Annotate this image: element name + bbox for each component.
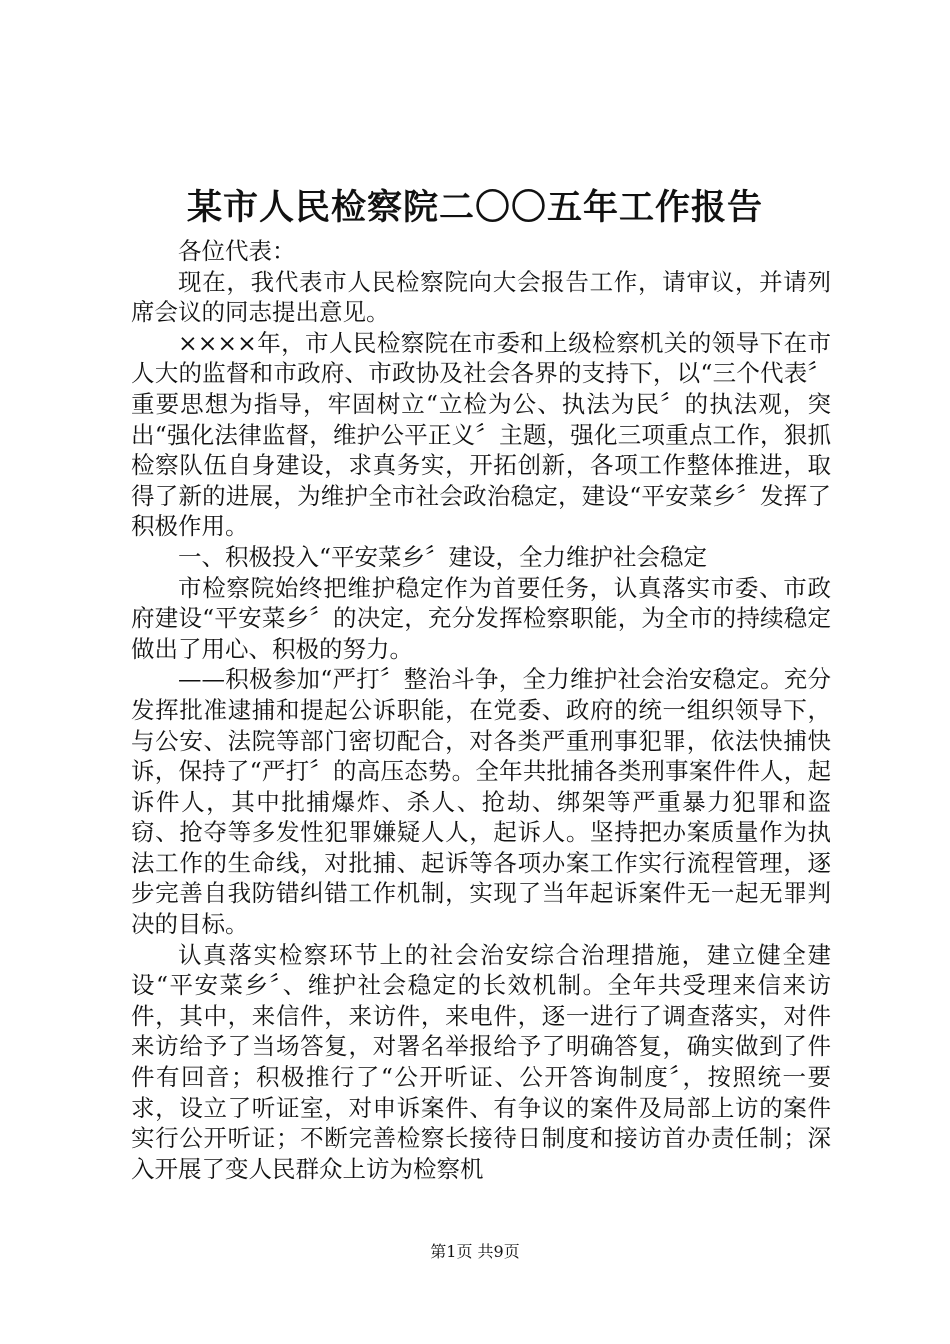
paragraph-strike-hard: ——积极参加“严打〞整治斗争，全力维护社会治安稳定。充分发挥批准逮捕和提起公诉职能，在党委、政府的统一组织领导下，与公安、法院等部门密切配合，对各类严重刑事犯罪，依法快捕快诉，保持了“严打〞的高压态势。全年共批捕各类刑事案件件人，起诉件人，其中批捕爆炸、杀人、抢劫、绑架等严重暴力犯罪和盗窃、抢夺等多发性犯罪嫌疑人人，起诉人。坚持把办案质量作为执法工作的生命线，对批捕、起诉等各项办案工作实行流程管理，逐步完善自我防错纠错工作机制，实现了当年起诉案件无一起无罪判决的目标。 bbox=[131, 665, 831, 939]
paragraph-overview: ××××年，市人民检察院在市委和上级检察机关的领导下在市人大的监督和市政府、市政协及社会各界的支持下，以“三个代表〞重要思想为指导，牢固树立“立检为公、执法为民〞的执法观，突出“强化法律监督，维护公平正义〞主题，强化三项重点工作，狠抓检察队伍自身建设，求真务实，开拓创新，各项工作整体推进，取得了新的进展，为维护全市社会政治稳定，建设“平安菜乡〞发挥了积极作用。 bbox=[131, 328, 831, 541]
paragraph-intro: 现在，我代表市人民检察院向大会报告工作，请审议，并请列席会议的同志提出意见。 bbox=[131, 267, 831, 327]
paragraph-salutation: 各位代表： bbox=[178, 237, 296, 265]
paragraph-stability: 市检察院始终把维护稳定作为首要任务，认真落实市委、市政府建设“平安菜乡〞的决定，充分发挥检察职能，为全市的持续稳定做出了用心、积极的努力。 bbox=[131, 573, 831, 663]
section-heading-1: 一、积极投入“平安菜乡〞建设，全力维护社会稳定 bbox=[178, 542, 708, 571]
document-body bbox=[131, 236, 831, 1184]
document-title: 某市人民检察院二〇〇五年工作报告 bbox=[186, 187, 763, 228]
page-footer: 第1页 共9页 bbox=[430, 1242, 520, 1261]
paragraph-comprehensive-management: 认真落实检察环节上的社会治安综合治理措施，建立健全建设“平安菜乡〞、维护社会稳定的长效机制。全年共受理来信来访件，其中，来信件，来访件，来电件，逐一进行了调查落实，对件来访给予了当场答复，对署名举报给予了明确答复，确实做到了件件有回音；积极推行了“公开听证、公开答询制度〞，按照统一要求，设立了听证室，对申诉案件、有争议的案件及局部上访的案件实行公开听证；不断完善检察长接待日制度和接访首办责任制；深入开展了变人民群众上访为检察机 bbox=[131, 940, 831, 1183]
